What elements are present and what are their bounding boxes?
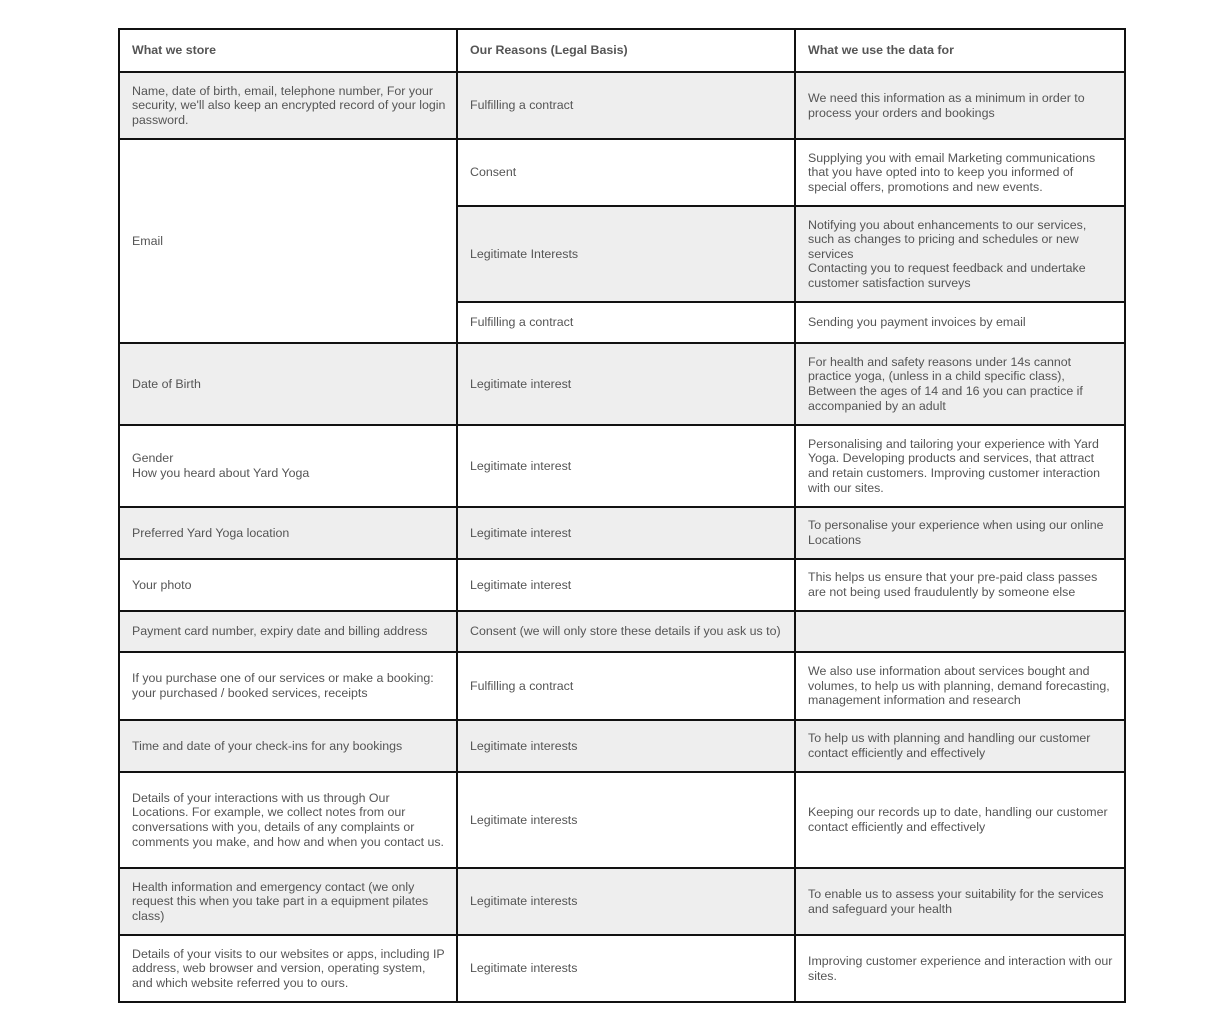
cell-what-we-store: Preferred Yard Yoga location (119, 507, 457, 559)
header-legal-basis: Our Reasons (Legal Basis) (457, 29, 795, 72)
table-row (119, 507, 1125, 559)
cell-legal-basis: Legitimate interests (457, 720, 795, 772)
table-row (119, 868, 1125, 935)
cell-data-use (795, 611, 1125, 652)
cell-what-we-store: If you purchase one of our services or make a booking: your purchased / booked services, receipts (119, 652, 457, 720)
header-what-we-store: What we store (119, 29, 457, 72)
table-row (119, 139, 1125, 206)
header-data-use: What we use the data for (795, 29, 1125, 72)
table-row (119, 343, 1125, 425)
cell-what-we-store: Health information and emergency contact (we only request this when you take part in a equipment pilates class) (119, 868, 457, 935)
cell-data-use: To personalise your experience when using our online Locations (795, 507, 1125, 559)
cell-legal-basis: Legitimate interests (457, 868, 795, 935)
table-row (119, 772, 1125, 868)
cell-legal-basis: Legitimate Interests (457, 206, 795, 302)
cell-legal-basis: Legitimate interests (457, 772, 795, 868)
cell-what-we-store: Payment card number, expiry date and billing address (119, 611, 457, 652)
cell-legal-basis: Fulfilling a contract (457, 652, 795, 720)
store-line: Gender (132, 451, 174, 466)
cell-legal-basis: Consent (457, 139, 795, 206)
cell-what-we-store: Email (119, 139, 457, 343)
cell-legal-basis: Fulfilling a contract (457, 72, 795, 139)
table-row (119, 425, 1125, 507)
cell-data-use: To help us with planning and handling our customer contact efficiently and effectively (795, 720, 1125, 772)
cell-data-use: We need this information as a minimum in order to process your orders and bookings (795, 72, 1125, 139)
table-row (119, 652, 1125, 720)
cell-data-use: Personalising and tailoring your experience with Yard Yoga. Developing products and services, that attract and retain customers. Improving customer interaction with our sites. (795, 425, 1125, 507)
cell-data-use: To enable us to assess your suitability for the services and safeguard your health (795, 868, 1125, 935)
data-use-line: Contacting you to request feedback and undertake customer satisfaction surveys (808, 261, 1086, 290)
cell-data-use: This helps us ensure that your pre-paid class passes are not being used fraudulently by someone else (795, 559, 1125, 611)
store-line: How you heard about Yard Yoga (132, 466, 310, 480)
cell-legal-basis: Fulfilling a contract (457, 302, 795, 343)
cell-what-we-store: Your photo (119, 559, 457, 611)
cell-what-we-store: Name, date of birth, email, telephone number, For your security, we'll also keep an encrypted record of your login password. (119, 72, 457, 139)
table-row (119, 935, 1125, 1002)
cell-data-use: Sending you payment invoices by email (795, 302, 1125, 343)
cell-what-we-store: Details of your visits to our websites or apps, including IP address, web browser and version, operating system, and which website referred you to ours. (119, 935, 457, 1002)
table-header-row (119, 29, 1125, 72)
cell-data-use: We also use information about services bought and volumes, to help us with planning, demand forecasting, management information and research (795, 652, 1125, 720)
cell-data-use: Improving customer experience and interaction with our sites. (795, 935, 1125, 1002)
table-row (119, 720, 1125, 772)
cell-data-use: Keeping our records up to date, handling our customer contact efficiently and effectively (795, 772, 1125, 868)
cell-what-we-store: Time and date of your check-ins for any bookings (119, 720, 457, 772)
cell-data-use: Supplying you with email Marketing communications that you have opted into to keep you informed of special offers, promotions and new events. (795, 139, 1125, 206)
table-row (119, 72, 1125, 139)
cell-legal-basis: Legitimate interest (457, 559, 795, 611)
cell-data-use (795, 206, 1125, 302)
table-row (119, 559, 1125, 611)
table-row (119, 611, 1125, 652)
privacy-data-table (118, 28, 1126, 1003)
cell-what-we-store: Details of your interactions with us through Our Locations. For example, we collect notes from our conversations with you, details of any complaints or comments you make, and how and when you contact us. (119, 772, 457, 868)
cell-legal-basis: Legitimate interest (457, 425, 795, 507)
cell-legal-basis: Legitimate interests (457, 935, 795, 1002)
cell-legal-basis: Consent (we will only store these details if you ask us to) (457, 611, 795, 652)
cell-what-we-store (119, 425, 457, 507)
cell-legal-basis: Legitimate interest (457, 507, 795, 559)
cell-what-we-store: Date of Birth (119, 343, 457, 425)
data-use-line: Notifying you about enhancements to our services, such as changes to pricing and schedules or new services (808, 217, 1087, 261)
cell-data-use: For health and safety reasons under 14s cannot practice yoga, (unless in a child specific class), Between the ages of 14 and 16 you can practice if accompanied by an adult (795, 343, 1125, 425)
cell-legal-basis: Legitimate interest (457, 343, 795, 425)
